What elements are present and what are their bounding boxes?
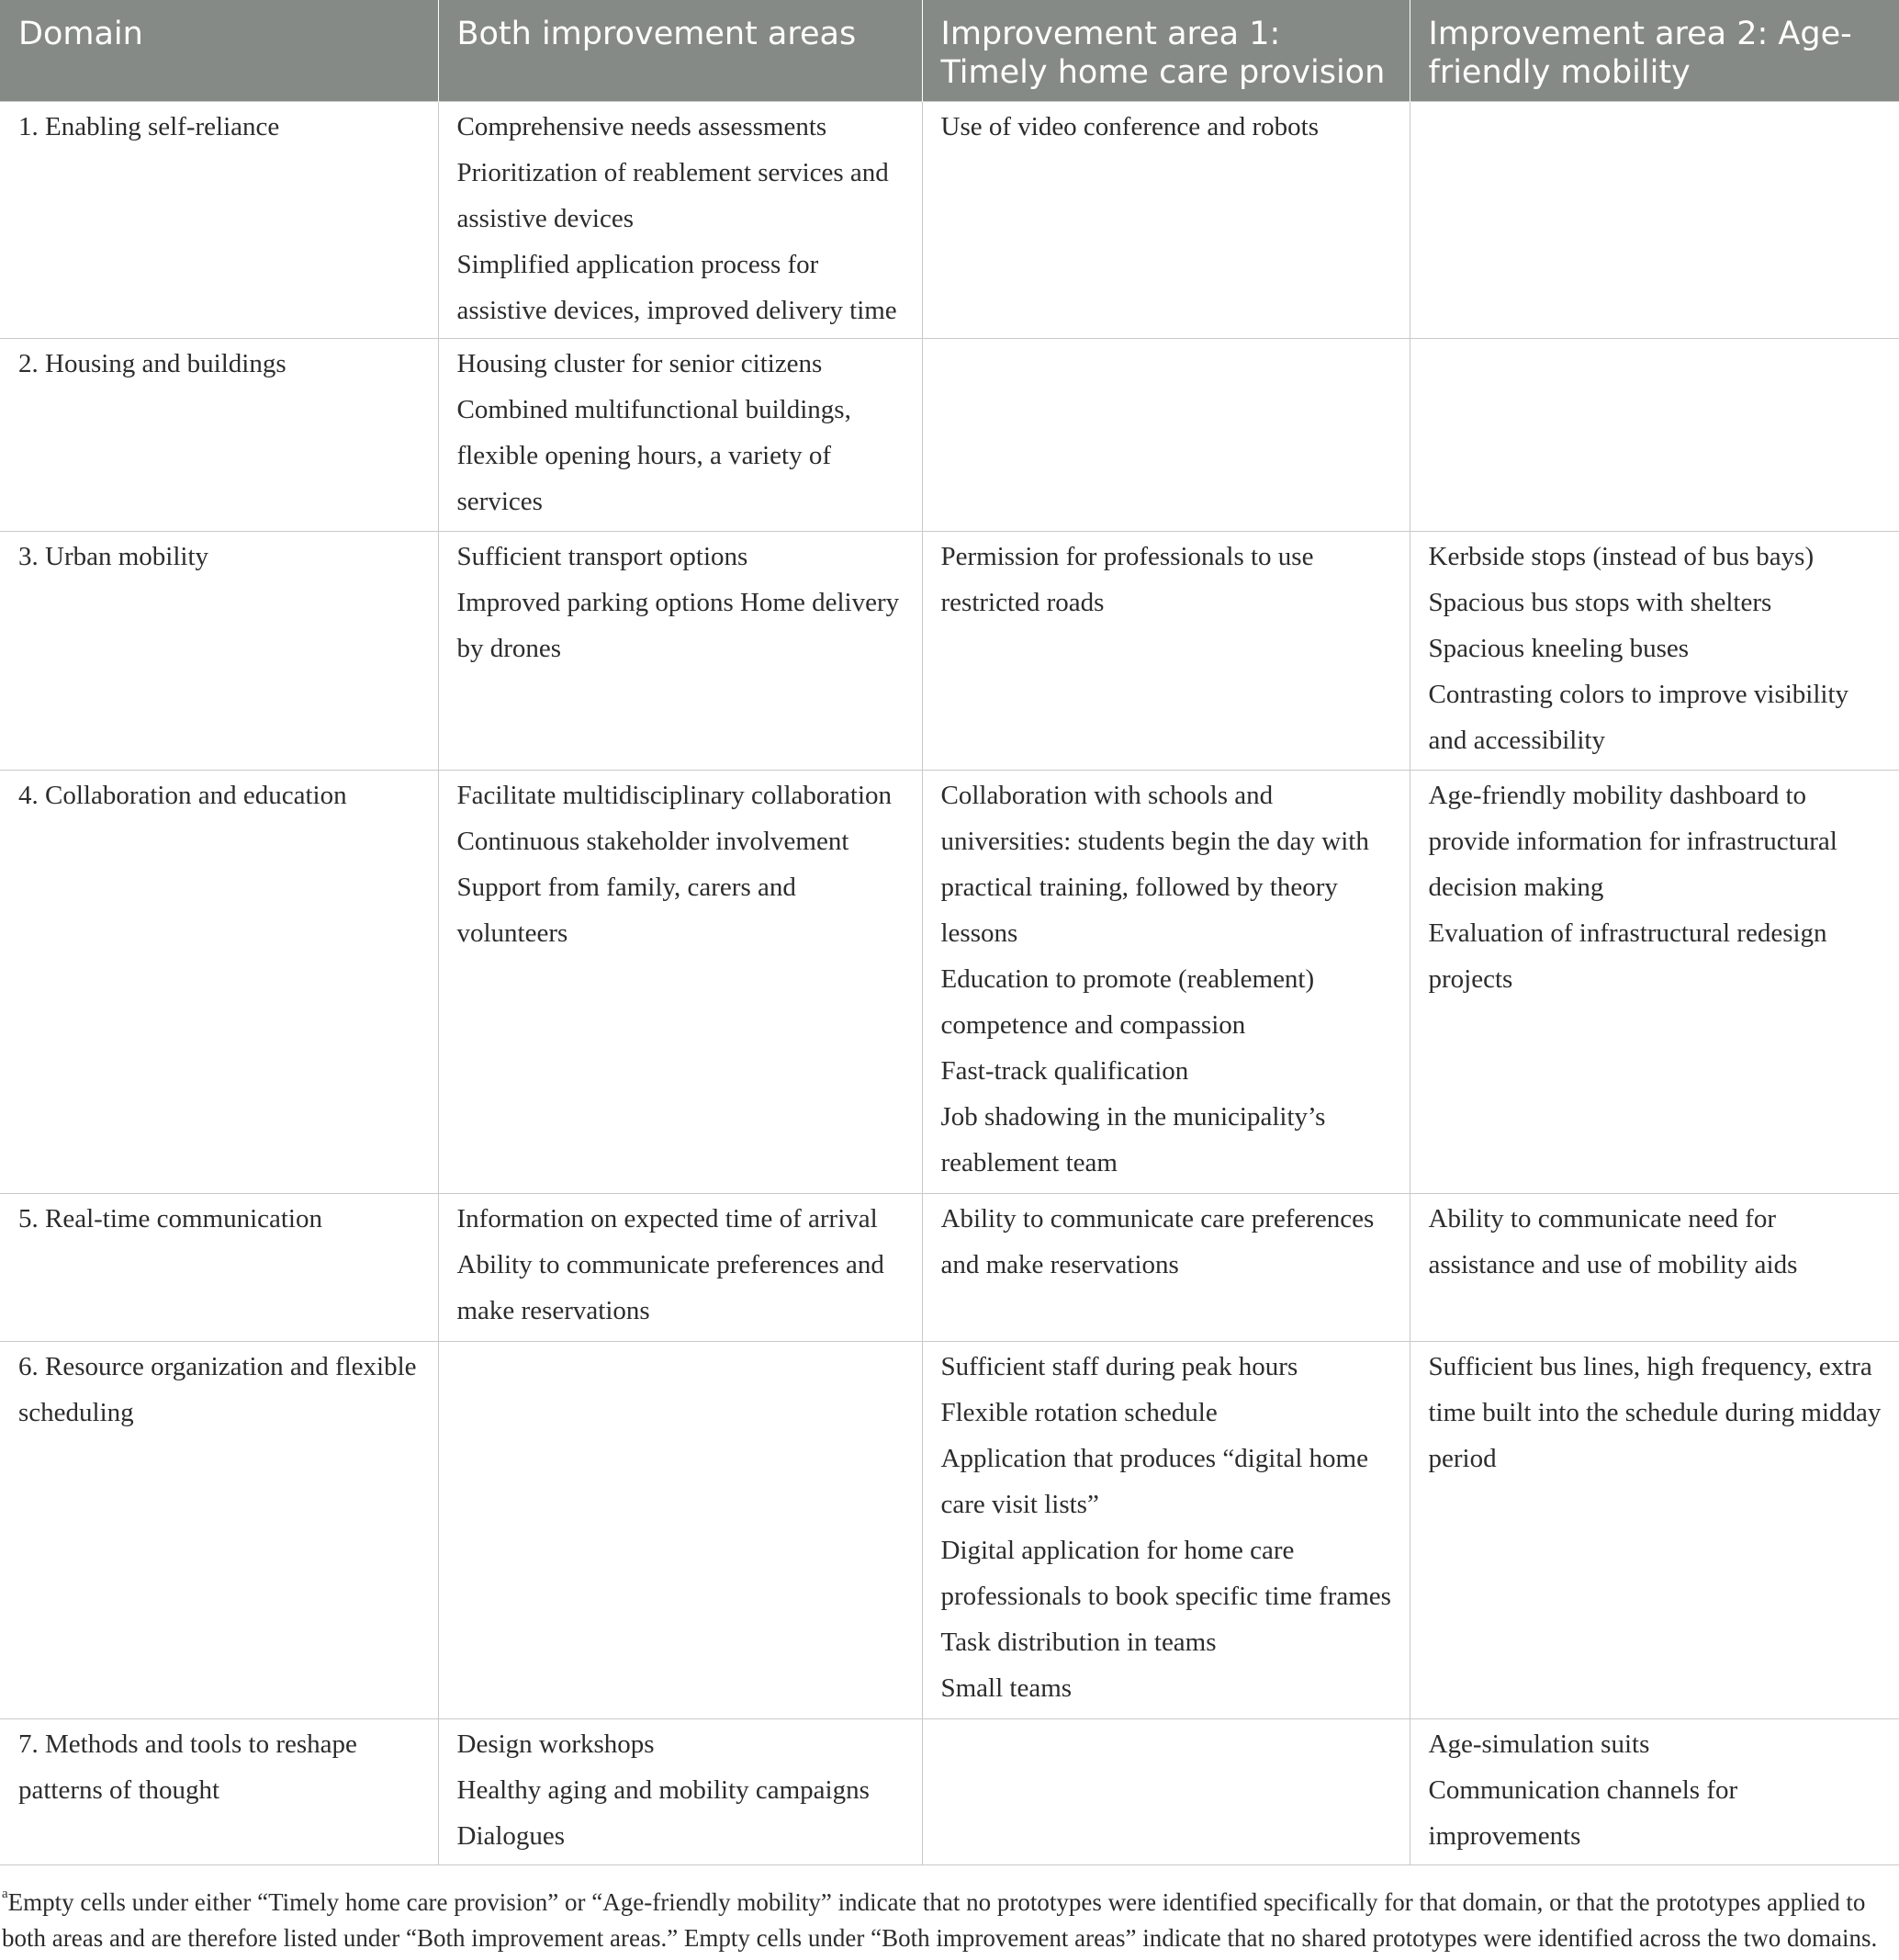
- table-body: [0, 102, 1899, 1865]
- table-footnote: [0, 1885, 1899, 1956]
- domain-label: 3. Urban mobility: [18, 542, 209, 571]
- prototype-item: Task distribution in teams: [940, 1628, 1217, 1657]
- table-row: [0, 339, 1899, 532]
- prototype-item: Small teams: [940, 1673, 1073, 1703]
- prototype-item: Spacious kneeling buses: [1428, 634, 1690, 663]
- domain-label: 7. Methods and tools to reshape patterns of thought: [18, 1729, 357, 1805]
- prototype-item: Fast-track qualification: [940, 1056, 1189, 1086]
- prototype-item: Digital application for home care professionals to book specific time frames: [940, 1536, 1391, 1611]
- prototype-item: Collaboration with schools and universities: students begin the day with practical training, followed by theory lessons: [940, 781, 1369, 948]
- prototype-item: Housing cluster for senior citizens: [456, 349, 823, 378]
- cell-area-2: [1410, 1342, 1899, 1719]
- cell-area-2: [1410, 771, 1899, 1194]
- cell-area-2: [1410, 532, 1899, 771]
- cell-both-areas: [438, 771, 922, 1194]
- prototype-item: Sufficient transport options: [456, 542, 748, 571]
- prototype-item: Comprehensive needs assessments: [456, 112, 827, 141]
- header-area-1: Improvement area 1: Timely home care provision: [922, 0, 1410, 102]
- prototype-item: Kerbside stops (instead of bus bays): [1428, 542, 1815, 571]
- table-row: [0, 532, 1899, 771]
- prototype-item: Use of video conference and robots: [940, 112, 1319, 141]
- domain-label: 4. Collaboration and education: [18, 781, 347, 810]
- prototype-item: Ability to communicate care preferences and make reservations: [940, 1204, 1375, 1279]
- table-row: [0, 771, 1899, 1194]
- cell-area-1: [922, 102, 1410, 339]
- table-row: [0, 102, 1899, 339]
- domain-label: 1. Enabling self-reliance: [18, 112, 280, 141]
- domain-label: 6. Resource organization and flexible scheduling: [18, 1352, 417, 1427]
- prototype-item: Sufficient staff during peak hours: [940, 1352, 1298, 1381]
- cell-area-1: [922, 1342, 1410, 1719]
- domain-label: 5. Real-time communication: [18, 1204, 322, 1233]
- prototype-item: Information on expected time of arrival: [456, 1204, 878, 1233]
- prototype-item: Dialogues: [456, 1821, 566, 1851]
- prototype-item: Evaluation of infrastructural redesign projects: [1428, 918, 1827, 994]
- cell-area-2: [1410, 1719, 1899, 1865]
- prototype-item: Continuous stakeholder involvement: [456, 827, 849, 856]
- footnote-text: Empty cells under either “Timely home care provision” or “Age-friendly mobility” indicate that no prototypes were identified specifically for that domain, or that the prototypes applied to both areas and are therefore listed under “Both improvement areas.” Empty cells under “Both improvement areas” indicate that no shared prototypes were identified across the two domains.: [2, 1888, 1878, 1952]
- prototype-item: Combined multifunctional buildings, flexible opening hours, a variety of services: [456, 395, 851, 516]
- prototype-item: Ability to communicate preferences and make reservations: [456, 1250, 884, 1325]
- cell-both-areas: [438, 339, 922, 532]
- cell-both-areas: [438, 532, 922, 771]
- cell-domain: [0, 339, 438, 532]
- cell-area-1: [922, 1719, 1410, 1865]
- table-header: [0, 0, 1899, 102]
- header-domain: Domain: [0, 0, 438, 102]
- prototype-item: Simplified application process for assistive devices, improved delivery time: [456, 250, 897, 325]
- prototype-item: Healthy aging and mobility campaigns: [456, 1775, 870, 1805]
- prototype-item: Improved parking options Home delivery by drones: [456, 588, 900, 663]
- prototype-item: Contrasting colors to improve visibility and accessibility: [1428, 680, 1849, 755]
- table-row: [0, 1342, 1899, 1719]
- header-area-2: Improvement area 2: Age-friendly mobility: [1410, 0, 1899, 102]
- footnote-marker: a: [2, 1887, 8, 1901]
- prototype-item: Facilitate multidisciplinary collaboration: [456, 781, 893, 810]
- cell-both-areas: [438, 1342, 922, 1719]
- cell-area-2: [1410, 339, 1899, 532]
- prototype-item: Design workshops: [456, 1729, 655, 1759]
- prototype-item: Age-simulation suits: [1428, 1729, 1650, 1759]
- prototype-item: Ability to communicate need for assistance and use of mobility aids: [1428, 1204, 1798, 1279]
- cell-domain: [0, 102, 438, 339]
- table-row: [0, 1719, 1899, 1865]
- prototype-item: Sufficient bus lines, high frequency, extra time built into the schedule during midday period: [1428, 1352, 1882, 1473]
- cell-domain: [0, 1342, 438, 1719]
- prototype-item: Application that produces “digital home care visit lists”: [940, 1444, 1368, 1519]
- cell-both-areas: [438, 1719, 922, 1865]
- prototype-item: Spacious bus stops with shelters: [1428, 588, 1772, 617]
- prototype-item: Prioritization of reablement services and assistive devices: [456, 158, 889, 233]
- domain-label: 2. Housing and buildings: [18, 349, 287, 378]
- header-row: [0, 0, 1899, 102]
- cell-both-areas: [438, 1194, 922, 1342]
- prototype-item: Age-friendly mobility dashboard to provide information for infrastructural decision making: [1428, 781, 1837, 902]
- cell-domain: [0, 1194, 438, 1342]
- prototype-item: Support from family, carers and volunteers: [456, 873, 796, 948]
- prototype-item: Education to promote (reablement) competence and compassion: [940, 964, 1315, 1040]
- table-row: [0, 1194, 1899, 1342]
- cell-area-1: [922, 532, 1410, 771]
- cell-area-1: [922, 339, 1410, 532]
- cell-both-areas: [438, 102, 922, 339]
- cell-domain: [0, 771, 438, 1194]
- cell-area-1: [922, 1194, 1410, 1342]
- cell-area-2: [1410, 1194, 1899, 1342]
- cell-area-2: [1410, 102, 1899, 339]
- prototype-item: Job shadowing in the municipality’s reablement team: [940, 1102, 1326, 1177]
- cell-domain: [0, 1719, 438, 1865]
- prototype-item: Flexible rotation schedule: [940, 1398, 1218, 1427]
- prototype-item: Communication channels for improvements: [1428, 1775, 1738, 1851]
- header-both-areas: Both improvement areas: [438, 0, 922, 102]
- prototype-item: Permission for professionals to use restricted roads: [940, 542, 1314, 617]
- cell-area-1: [922, 771, 1410, 1194]
- cell-domain: [0, 532, 438, 771]
